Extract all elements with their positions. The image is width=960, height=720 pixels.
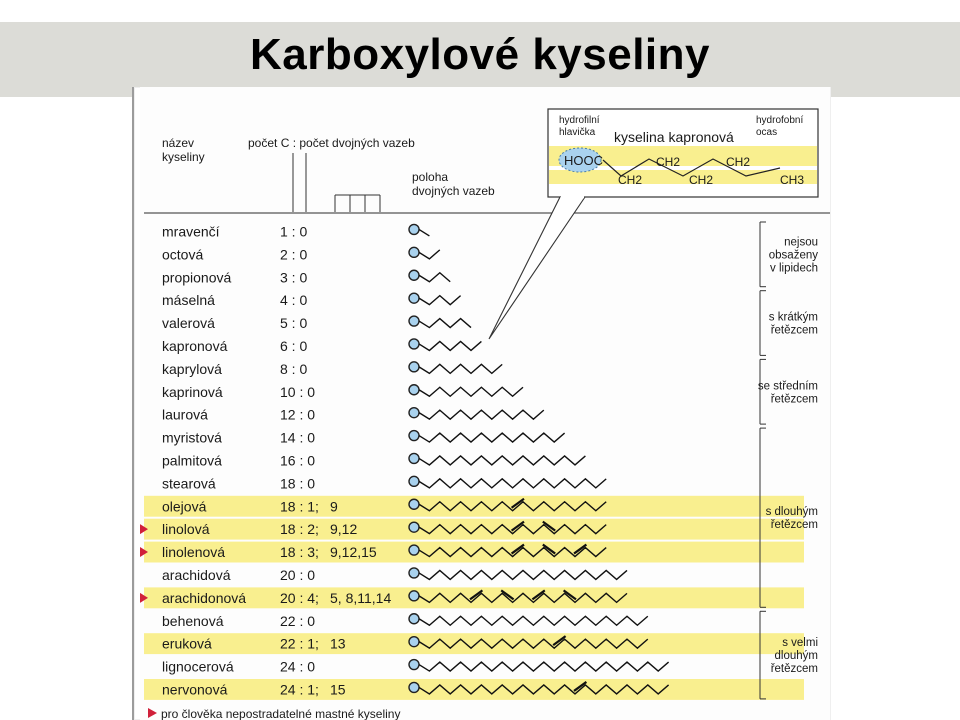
carboxyl-head — [409, 568, 419, 578]
carboxyl-head — [409, 545, 419, 555]
inset-left-label-1: hydrofilní — [559, 115, 600, 126]
acid-row — [162, 407, 544, 423]
acid-row — [162, 338, 481, 354]
carbon-ratio: 5 : 0 — [280, 315, 308, 332]
footnote — [148, 707, 400, 720]
group-label: řetězcem — [770, 519, 818, 532]
acid-row — [140, 519, 804, 540]
acid-name: myristová — [162, 429, 222, 446]
carboxyl-head — [409, 316, 419, 326]
carbon-chain — [419, 364, 502, 373]
acid-name: nervonová — [162, 681, 228, 698]
carbon-chain — [419, 273, 450, 282]
carboxyl-head — [409, 431, 419, 441]
carboxyl-head — [409, 270, 419, 280]
carbon-ratio: 3 : 0 — [280, 269, 308, 286]
acid-name: olejová — [162, 498, 207, 515]
acid-name: behenová — [162, 612, 224, 629]
acid-row — [162, 269, 450, 285]
header-name-line-1: název — [162, 136, 195, 150]
acid-name: arachidová — [162, 566, 231, 583]
row-highlight — [144, 542, 804, 563]
carbon-ratio: 24 : 1; — [280, 681, 319, 698]
carboxyl-head — [409, 362, 419, 372]
header-position-line-1: poloha — [412, 170, 449, 184]
acid-row — [162, 452, 585, 468]
row-highlight — [144, 679, 804, 700]
carboxyl-head — [409, 408, 419, 418]
chain-groups — [758, 222, 818, 699]
carboxyl-head — [409, 293, 419, 303]
carboxyl-head — [409, 247, 419, 257]
group-label: s krátkým — [768, 311, 818, 324]
carboxyl-head — [409, 660, 419, 670]
chain-group — [760, 222, 818, 287]
header-count: počet C : počet dvojných vazeb — [248, 136, 415, 150]
acid-name: linolenová — [162, 544, 226, 561]
footnote-arrow-icon — [148, 708, 157, 718]
carboxyl-head — [409, 522, 419, 532]
acid-row — [162, 384, 523, 400]
double-bond-positions: 9,12,15 — [330, 544, 377, 561]
inset-pointer — [489, 197, 585, 339]
carbon-ratio: 16 : 0 — [280, 452, 316, 469]
inset-head-label: HOOC — [564, 153, 603, 168]
group-label: řetězcem — [770, 663, 818, 676]
acid-row — [162, 292, 461, 308]
acid-row — [162, 430, 565, 446]
group-label: dlouhým — [774, 650, 818, 663]
acid-row — [162, 567, 627, 583]
acid-name: linolová — [162, 521, 210, 538]
carbon-chain — [419, 410, 544, 419]
carbon-ratio: 22 : 0 — [280, 612, 316, 629]
acid-row — [162, 315, 471, 331]
header-name-line-2: kyseliny — [162, 150, 205, 164]
chain-group — [760, 291, 818, 356]
inset-chain-bottom-3: CH3 — [780, 173, 805, 187]
carbon-chain — [419, 433, 565, 442]
group-label: nejsou — [784, 236, 818, 249]
acid-row — [144, 679, 804, 700]
fatty-acid-figure — [132, 87, 831, 720]
acid-rows — [140, 223, 804, 699]
acid-name: laurová — [162, 406, 208, 423]
carboxyl-head — [409, 591, 419, 601]
carbon-chain — [419, 570, 627, 579]
slide-title: Karboxylové kyseliny — [249, 30, 710, 79]
acid-name: kaprinová — [162, 383, 223, 400]
inset-chain-top-2: CH2 — [726, 155, 751, 169]
carbon-ratio: 24 : 0 — [280, 658, 316, 675]
row-highlight — [144, 496, 804, 517]
acid-name: valerová — [162, 315, 215, 332]
carbon-ratio: 2 : 0 — [280, 246, 308, 263]
acid-name: kaprylová — [162, 360, 222, 377]
carboxyl-head — [409, 614, 419, 624]
acid-name: lignocerová — [162, 658, 234, 675]
row-highlight — [144, 633, 804, 654]
double-bond-positions: 15 — [330, 681, 346, 698]
carbon-chain — [419, 296, 461, 305]
acid-row — [162, 246, 440, 262]
carboxyl-head — [409, 476, 419, 486]
chain-group — [760, 428, 818, 607]
acid-row — [162, 475, 606, 491]
carboxyl-head — [409, 499, 419, 509]
carbon-ratio: 6 : 0 — [280, 337, 308, 354]
carbon-ratio: 18 : 0 — [280, 475, 316, 492]
carbon-ratio: 4 : 0 — [280, 292, 308, 309]
group-label: s dlouhým — [765, 506, 818, 519]
group-label: se středním — [757, 380, 818, 393]
inset-highlight — [549, 170, 817, 184]
acid-row — [140, 542, 804, 563]
group-label: s velmi — [782, 637, 818, 650]
carboxyl-head — [409, 385, 419, 395]
double-bond-positions: 5, 8,11,14 — [330, 589, 392, 606]
carbon-chain — [419, 616, 648, 625]
inset-chain-bottom-2: CH2 — [689, 173, 714, 187]
carbon-chain — [419, 229, 429, 236]
acid-name: propionová — [162, 269, 232, 286]
carbon-ratio: 20 : 4; — [280, 589, 319, 606]
double-bond-positions: 9,12 — [330, 521, 358, 538]
carboxyl-head — [409, 453, 419, 463]
carbon-chain — [419, 479, 606, 488]
row-highlight — [144, 519, 804, 540]
acid-row — [162, 613, 648, 629]
carbon-chain — [419, 341, 481, 350]
carbon-ratio: 8 : 0 — [280, 360, 308, 377]
carbon-chain — [419, 387, 523, 396]
acid-name: palmitová — [162, 452, 222, 469]
carboxyl-head — [409, 637, 419, 647]
header-position-line-2: dvojných vazeb — [412, 184, 495, 198]
carbon-ratio: 18 : 1; — [280, 498, 319, 515]
acid-row — [144, 633, 804, 654]
acid-row — [162, 223, 429, 239]
kapronova-inset — [489, 109, 818, 339]
carbon-chain — [419, 662, 669, 671]
inset-title: kyselina kapronová — [614, 129, 734, 145]
carbon-ratio: 10 : 0 — [280, 383, 316, 400]
acid-name: mravenčí — [162, 223, 220, 240]
carbon-ratio: 20 : 0 — [280, 566, 316, 583]
acid-row — [162, 361, 502, 377]
chain-group — [758, 359, 818, 424]
inset-left-label-2: hlavička — [559, 127, 596, 138]
carbon-ratio: 18 : 2; — [280, 521, 319, 538]
inset-chain-top-1: CH2 — [656, 155, 681, 169]
double-bond-positions: 13 — [330, 635, 346, 652]
figure-canvas — [140, 87, 830, 720]
inset-right-label-1: hydrofobní — [756, 115, 804, 126]
carboxyl-head — [409, 224, 419, 234]
group-label: řetězcem — [770, 393, 818, 406]
acid-name: octová — [162, 246, 204, 263]
carbon-chain — [419, 319, 471, 328]
acid-row — [162, 659, 669, 675]
inset-chain-bottom-1: CH2 — [618, 173, 643, 187]
acid-name: eruková — [162, 635, 212, 652]
carbon-chain — [419, 250, 440, 259]
acid-row — [144, 496, 804, 517]
group-label: řetězcem — [770, 324, 818, 337]
carbon-ratio: 14 : 0 — [280, 429, 316, 446]
acid-name: stearová — [162, 475, 216, 492]
group-label: obsaženy — [768, 249, 818, 262]
carbon-ratio: 18 : 3; — [280, 544, 319, 561]
footnote-text: pro člověka nepostradatelné mastné kyseliny — [161, 707, 401, 720]
carbon-ratio: 1 : 0 — [280, 223, 308, 240]
carbon-ratio: 12 : 0 — [280, 406, 316, 423]
fatty-acid-table — [140, 87, 830, 720]
group-label: v lipidech — [770, 262, 818, 275]
carbon-chain — [419, 456, 585, 465]
acid-name: máselná — [162, 292, 215, 309]
inset-right-label-2: ocas — [756, 127, 778, 138]
carboxyl-head — [409, 682, 419, 692]
double-bond-positions: 9 — [330, 498, 338, 515]
acid-row — [140, 587, 804, 608]
acid-name: kapronová — [162, 337, 228, 354]
carbon-ratio: 22 : 1; — [280, 635, 319, 652]
acid-name: arachidonová — [162, 589, 247, 606]
carboxyl-head — [409, 339, 419, 349]
